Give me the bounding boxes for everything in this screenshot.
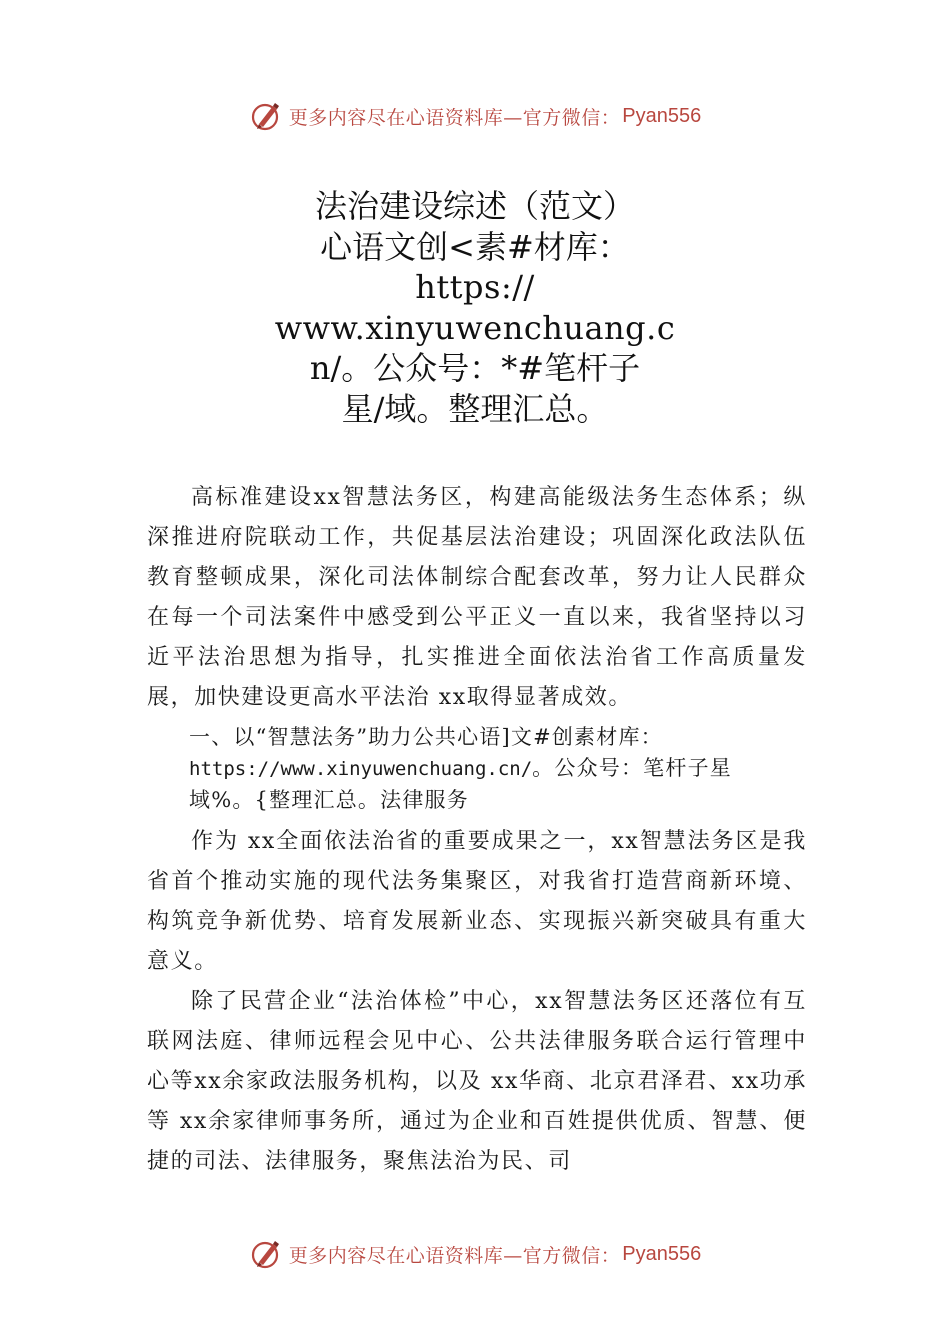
- heading-url: https://www.xinyuwenchuang.cn/: [189, 758, 533, 780]
- heading-line-rest: 。公众号：笔杆子星: [532, 756, 732, 780]
- body-paragraph: 高标准建设xx智慧法务区，构建高能级法务生态体系；纵深推进府院联动工作，共促基层法治建设；巩固深化政法队伍教育整顿成果，深化司法体制综合配套改革，努力让人民群众在每一个司法案件中感受到公平正义一直以来，我省坚持以习近平法治思想为指导，扎实推进全面依法治省工作高质量发展，加快建设更高水平法治 xx取得显著成效。: [147, 485, 807, 710]
- title-line: n/。公众号：*#笔杆子: [309, 349, 641, 387]
- header-banner: [0, 96, 950, 136]
- banner-text: 更多内容尽在心语资料库—官方微信：: [288, 1244, 621, 1267]
- title-line: https://: [415, 268, 535, 306]
- document-title: [0, 186, 950, 429]
- section-heading: [147, 722, 807, 816]
- body-paragraph: 作为 xx全面依法治省的重要成果之一，xx智慧法务区是我省首个推动实施的现代法务集聚区，对我省打造营商新环境、构筑竞争新优势、培育发展新业态、实现振兴新突破具有重大意义。: [147, 829, 807, 974]
- pen-logo-icon: [249, 98, 285, 134]
- banner-text: 更多内容尽在心语资料库—官方微信：: [288, 106, 621, 129]
- heading-line: [189, 753, 807, 785]
- title-line: 星/域。整理汇总。: [341, 389, 609, 428]
- heading-line: 域%。{整理汇总。法律服务: [189, 788, 469, 812]
- banner-wechat-handle: Pyan556: [622, 1242, 702, 1265]
- body-paragraph: 除了民营企业“法治体检”中心，xx智慧法务区还落位有互联网法庭、律师远程会见中心、公共法律服务联合运行管理中心等xx余家政法服务机构，以及 xx华商、北京君泽君、xx功承等 xx余家律师事务所，通过为企业和百姓提供优质、智慧、便捷的司法、法律服务，聚焦法治为民、司: [147, 989, 807, 1174]
- title-line: www.xinyuwenchuang.c: [274, 308, 676, 347]
- pen-logo-icon: [249, 1236, 285, 1272]
- footer-banner: [0, 1234, 950, 1274]
- banner-wechat-handle: Pyan556: [622, 104, 702, 127]
- heading-line: 一、以“智慧法务”助力公共心语]文#创素材库：: [189, 725, 663, 749]
- document-body: [147, 478, 807, 1182]
- title-line: 心语文创<素#材库：: [320, 227, 630, 266]
- title-line: 法治建设综述（范文）: [314, 187, 635, 225]
